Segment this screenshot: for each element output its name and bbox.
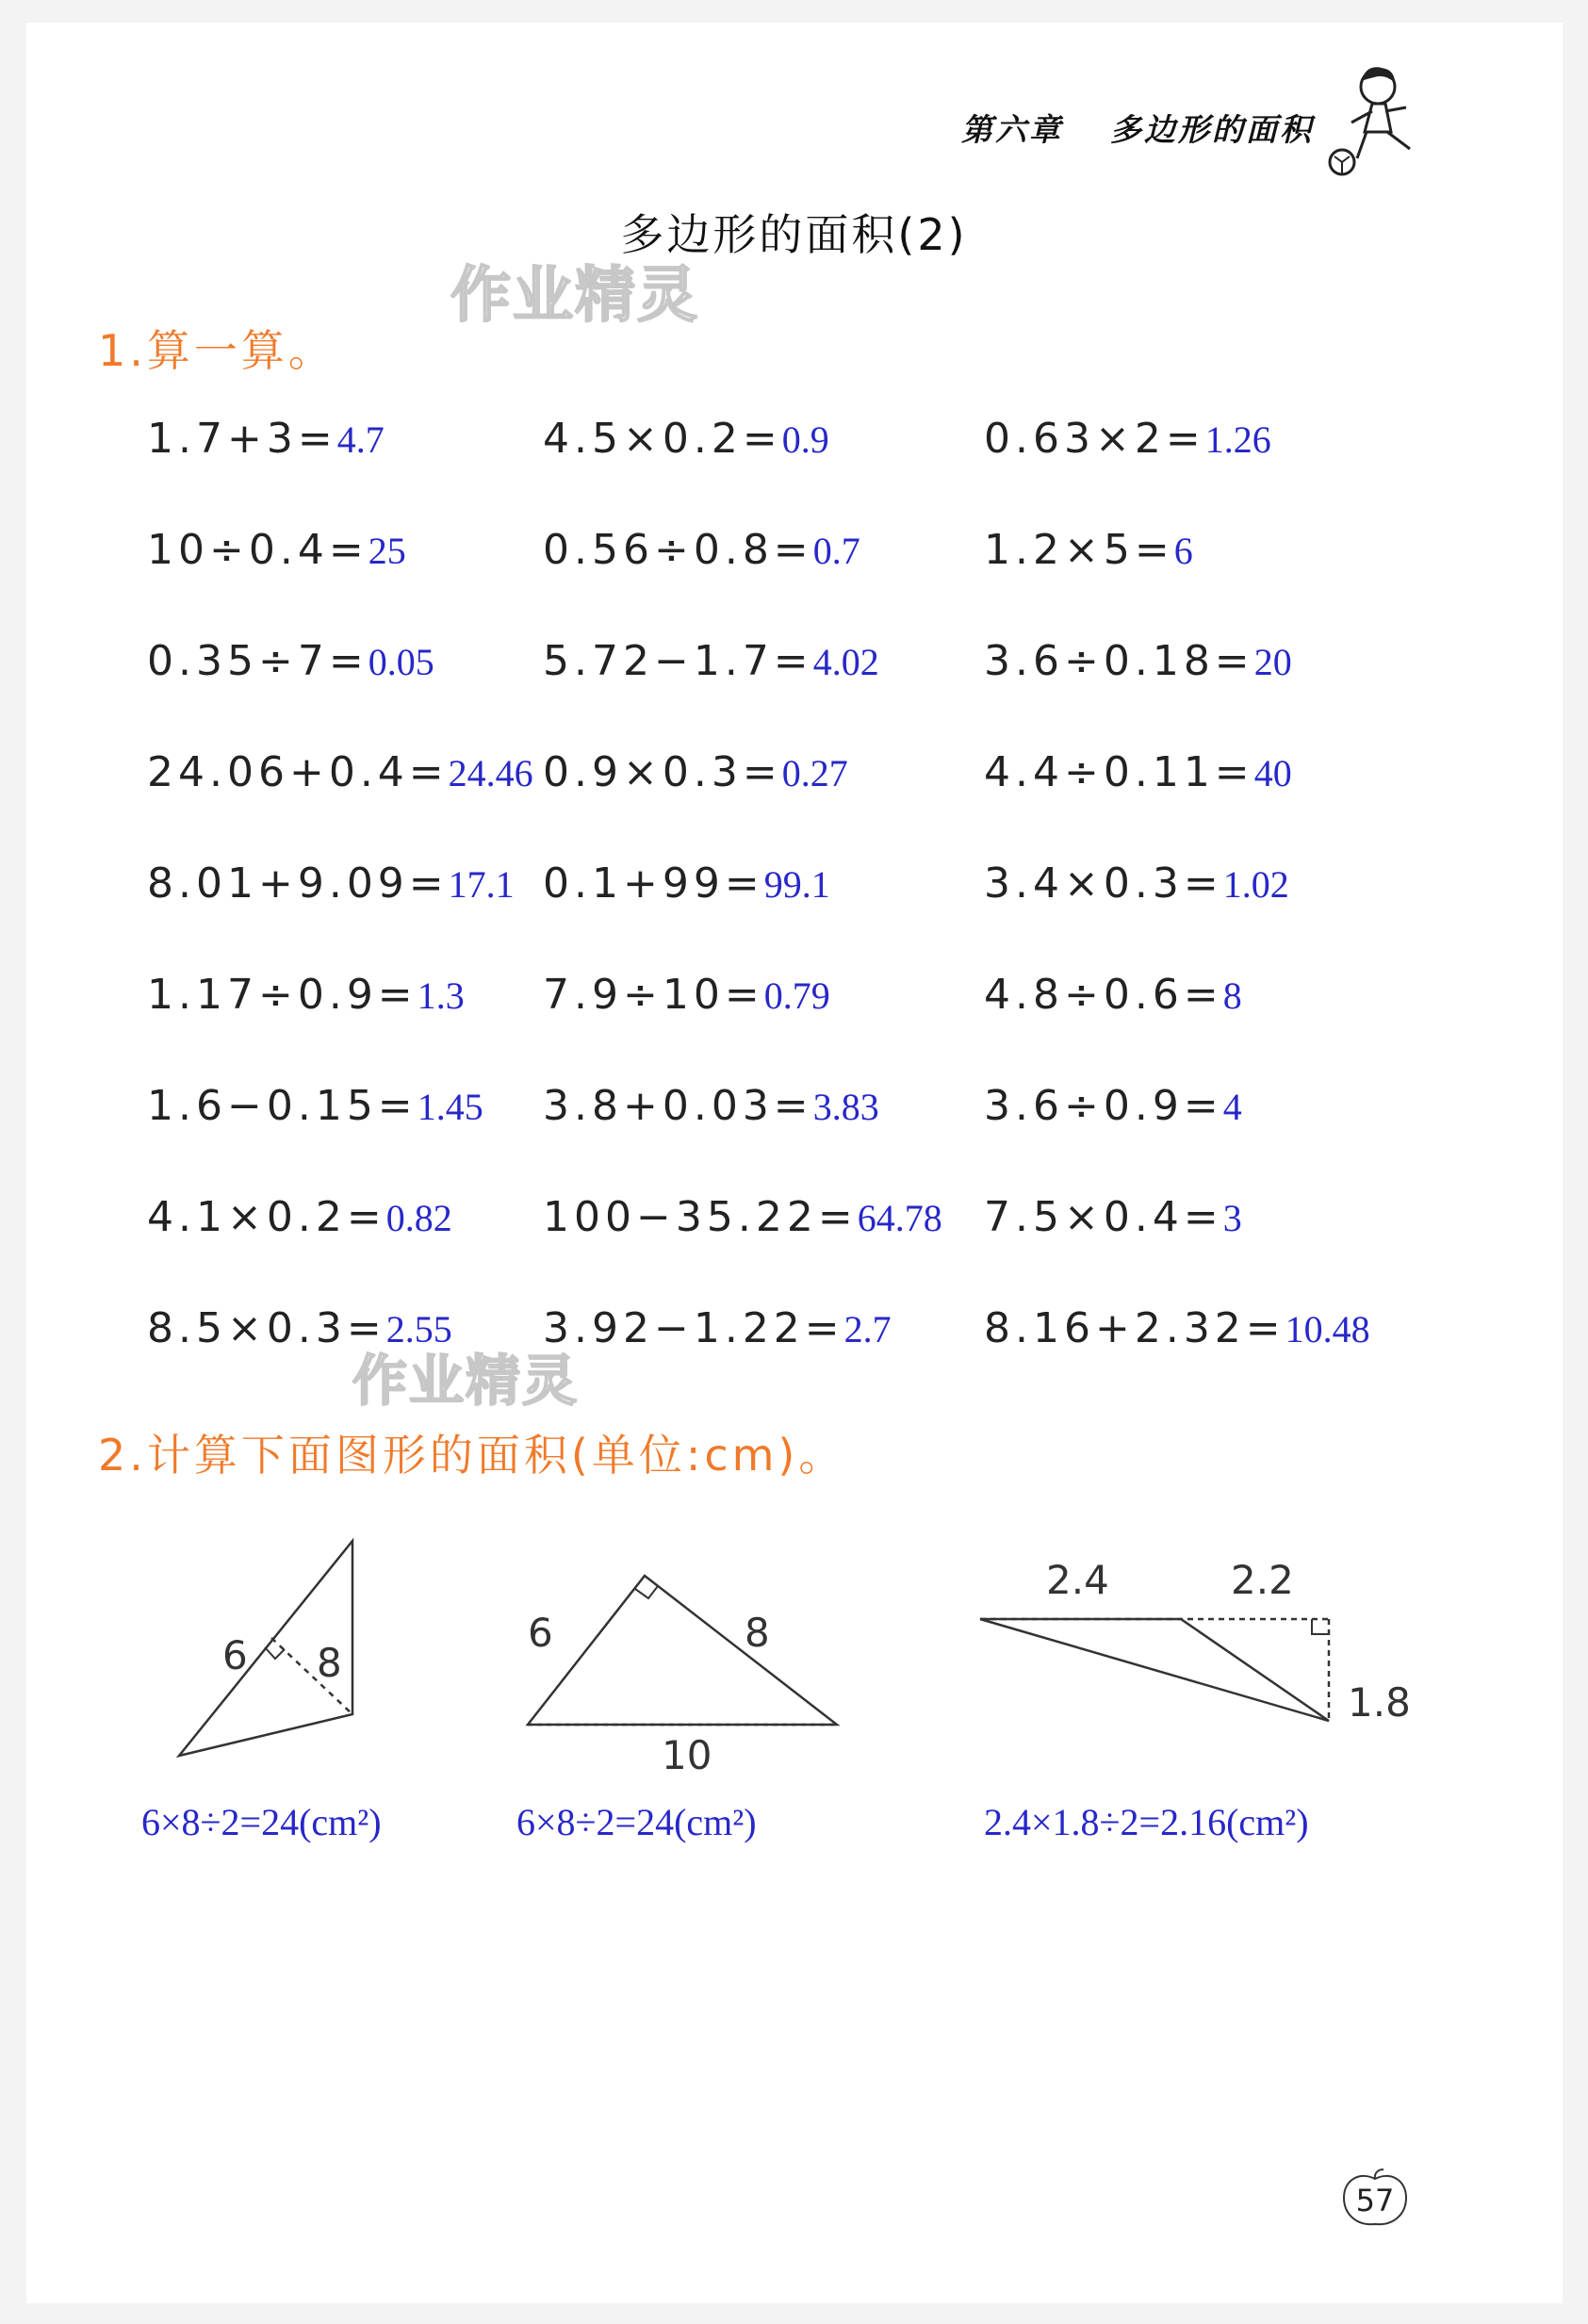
calc-answer: 0.9 xyxy=(781,418,829,461)
figure-2-label-8: 8 xyxy=(745,1610,770,1656)
figure-2-label-6: 6 xyxy=(528,1610,553,1656)
calc-expression: 4.5×0.2= xyxy=(543,415,782,463)
calc-expression: 0.35÷7= xyxy=(147,637,368,685)
calc-answer: 6 xyxy=(1173,530,1193,572)
page-number: 57 xyxy=(1355,2183,1395,2218)
calc-answer: 4 xyxy=(1222,1086,1242,1128)
figure-2-triangle xyxy=(528,1576,837,1725)
chapter-number: 第六章 xyxy=(961,111,1063,148)
calc-answer: 8 xyxy=(1222,974,1242,1017)
calc-answer: 17.1 xyxy=(448,863,515,906)
calc-answer: 64.78 xyxy=(857,1197,942,1239)
figure-3-label-2-4: 2.4 xyxy=(1046,1557,1109,1603)
calc-expression: 4.8÷0.6= xyxy=(984,971,1223,1019)
calc-expression: 5.72−1.7= xyxy=(543,637,813,685)
calc-answer: 3.83 xyxy=(812,1086,879,1128)
calc-expression: 3.92−1.22= xyxy=(543,1304,844,1352)
figure-1-label-6: 6 xyxy=(222,1632,248,1678)
figure-1-formula: 6×8÷2=24(cm²) xyxy=(141,1801,382,1843)
calc-expression: 1.17÷0.9= xyxy=(147,971,417,1019)
calc-expression: 8.16+2.32= xyxy=(984,1304,1285,1352)
chapter-topic: 多边形的面积 xyxy=(1110,111,1314,148)
calc-expression: 0.63×2= xyxy=(984,415,1205,463)
calc-expression: 4.1×0.2= xyxy=(147,1193,386,1241)
calc-expression: 1.6−0.15= xyxy=(147,1082,417,1130)
figure-3-formula: 2.4×1.8÷2=2.16(cm²) xyxy=(984,1801,1309,1843)
calc-answer: 10.48 xyxy=(1285,1308,1370,1350)
calc-expression: 0.1+99= xyxy=(543,859,764,908)
watermark-bottom: 作业精灵 xyxy=(352,1349,580,1413)
right-angle-mark xyxy=(635,1586,658,1598)
watermark-top: 作业精灵 xyxy=(450,261,699,331)
figure-3-label-1-8: 1.8 xyxy=(1348,1679,1411,1726)
calc-answer: 0.05 xyxy=(368,641,434,683)
calc-expression: 7.5×0.4= xyxy=(984,1193,1223,1241)
figure-2-label-10: 10 xyxy=(662,1732,712,1778)
calc-expression: 3.8+0.03= xyxy=(543,1082,813,1130)
calc-expression: 8.01+9.09= xyxy=(147,859,449,908)
figure-3-triangle xyxy=(980,1619,1329,1721)
calc-answer: 0.27 xyxy=(781,752,848,794)
calc-answer: 1.26 xyxy=(1204,418,1271,461)
calc-expression: 3.6÷0.18= xyxy=(984,637,1254,685)
calc-expression: 10÷0.4= xyxy=(147,526,368,574)
calc-expression: 24.06+0.4= xyxy=(147,748,449,796)
calc-answer: 99.1 xyxy=(763,863,830,906)
triangle-outline xyxy=(980,1619,1329,1721)
calc-expression: 3.4×0.3= xyxy=(984,859,1223,908)
section-2-heading: 2.计算下面图形的面积(单位:cm)。 xyxy=(98,1430,846,1481)
calc-expression: 100−35.22= xyxy=(543,1193,858,1241)
calc-answer: 0.7 xyxy=(812,530,860,572)
page-title: 多边形的面积(2) xyxy=(620,209,968,260)
calc-answer: 2.7 xyxy=(843,1308,892,1350)
calc-answer: 24.46 xyxy=(448,752,533,794)
calc-answer: 2.55 xyxy=(385,1308,452,1350)
calc-expression: 8.5×0.3= xyxy=(147,1304,386,1352)
calc-expression: 1.2×5= xyxy=(984,526,1174,574)
figure-3-label-2-2: 2.2 xyxy=(1231,1557,1294,1603)
calc-expression: 0.56÷0.8= xyxy=(543,526,813,574)
figure-1-label-8: 8 xyxy=(317,1640,342,1686)
calc-answer: 0.79 xyxy=(763,974,830,1017)
calc-answer: 0.82 xyxy=(385,1197,452,1239)
calc-answer: 1.3 xyxy=(417,974,465,1017)
figure-2-formula: 6×8÷2=24(cm²) xyxy=(516,1801,757,1843)
calc-answer: 4.7 xyxy=(336,418,385,461)
section-1-heading: 1.算一算。 xyxy=(98,325,336,376)
calc-answer: 1.02 xyxy=(1222,863,1289,906)
calc-expression: 3.6÷0.9= xyxy=(984,1082,1223,1130)
triangle-outline xyxy=(528,1576,837,1725)
calc-expression: 4.4÷0.11= xyxy=(984,748,1254,796)
calc-expression: 1.7+3= xyxy=(147,415,337,463)
calc-expression: 7.9÷10= xyxy=(543,971,764,1019)
calc-answer: 20 xyxy=(1253,641,1292,683)
calc-answer: 3 xyxy=(1222,1197,1242,1239)
calc-answer: 40 xyxy=(1253,752,1292,794)
calc-answer: 4.02 xyxy=(812,641,879,683)
page-number-badge xyxy=(1340,2168,1410,2228)
right-angle-mark xyxy=(1312,1619,1329,1634)
calc-answer: 1.45 xyxy=(417,1086,483,1128)
calc-expression: 0.9×0.3= xyxy=(543,748,782,796)
calc-answer: 25 xyxy=(368,530,406,572)
